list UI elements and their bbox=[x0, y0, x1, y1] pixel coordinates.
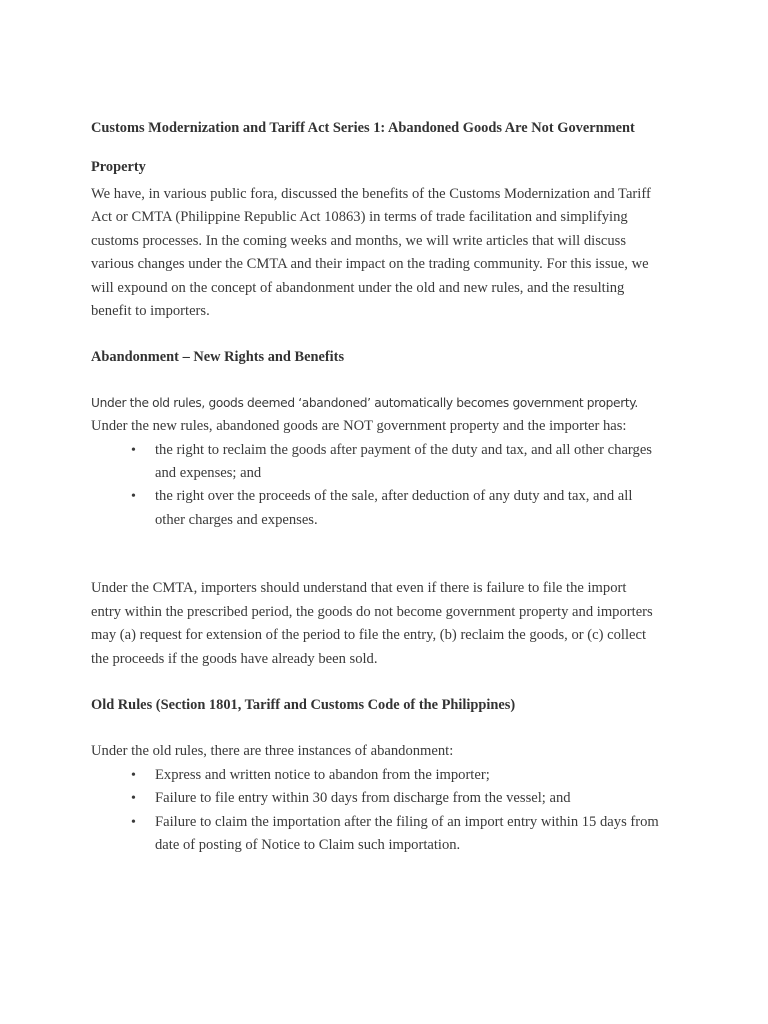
section-heading-old-rules: Old Rules (Section 1801, Tariff and Customs Code of the Philippines) bbox=[91, 696, 516, 713]
list-item bbox=[91, 787, 691, 810]
list-item-line: and expenses; and bbox=[155, 465, 262, 482]
list-item-line: the right to reclaim the goods after payment of the duty and tax, and all other charges bbox=[155, 441, 652, 458]
list-item bbox=[91, 439, 691, 486]
new-rules-line: Under the new rules, abandoned goods are NOT government property and the importer has: bbox=[91, 418, 627, 435]
list-item-line: Failure to claim the importation after the filing of an import entry within 15 days from bbox=[155, 813, 659, 830]
list-item-line: the right over the proceeds of the sale, after deduction of any duty and tax, and all bbox=[155, 488, 633, 505]
intro-line: will expound on the concept of abandonment under the old and new rules, and the resulting bbox=[91, 279, 625, 296]
bullet-icon: • bbox=[131, 814, 136, 830]
importer-rights-list bbox=[91, 439, 691, 533]
cmta-line: the proceeds if the goods have already been sold. bbox=[91, 650, 378, 667]
list-item-line: other charges and expenses. bbox=[155, 511, 318, 528]
list-item-line: date of posting of Notice to Claim such importation. bbox=[155, 836, 461, 853]
cmta-paragraph bbox=[91, 577, 691, 671]
cmta-line: may (a) request for extension of the period to file the entry, (b) reclaim the goods, or (c) collect bbox=[91, 627, 647, 644]
abandonment-instances-list bbox=[91, 764, 691, 858]
bullet-icon: • bbox=[131, 791, 136, 807]
list-item bbox=[91, 485, 691, 532]
list-item-line: Express and written notice to abandon from the importer; bbox=[155, 766, 490, 783]
bullet-icon: • bbox=[131, 442, 136, 458]
intro-line: benefit to importers. bbox=[91, 303, 210, 320]
intro-line: Act or CMTA (Philippine Republic Act 10863) in terms of trade facilitation and simplifying bbox=[91, 209, 628, 226]
bullet-icon: • bbox=[131, 489, 136, 505]
old-new-rules-paragraph bbox=[91, 392, 691, 439]
document-page bbox=[91, 117, 691, 857]
intro-line: We have, in various public fora, discussed the benefits of the Customs Modernization and Tariff bbox=[91, 186, 651, 202]
section-heading-abandonment: Abandonment – New Rights and Benefits bbox=[91, 349, 345, 366]
bullet-icon: • bbox=[131, 767, 136, 783]
cmta-line: Under the CMTA, importers should understand that even if there is failure to file the import bbox=[91, 580, 627, 597]
article-title-line-1: Customs Modernization and Tariff Act Series 1: Abandoned Goods Are Not Government bbox=[91, 120, 635, 136]
article-title bbox=[91, 117, 691, 179]
intro-line: customs processes. In the coming weeks and months, we will write articles that will discuss bbox=[91, 232, 627, 249]
article-title-line-2: Property bbox=[91, 158, 146, 175]
list-item bbox=[91, 811, 691, 858]
list-item bbox=[91, 764, 691, 787]
list-item-line: Failure to file entry within 30 days from discharge from the vessel; and bbox=[155, 790, 571, 807]
intro-line: various changes under the CMTA and their impact on the trading community. For this issue, we bbox=[91, 256, 649, 273]
cmta-line: entry within the prescribed period, the goods do not become government property and importers bbox=[91, 603, 653, 620]
old-rules-line: Under the old rules, goods deemed ‘abandoned’ automatically becomes government property. bbox=[91, 395, 638, 410]
three-instances-paragraph: Under the old rules, there are three instances of abandonment: bbox=[91, 743, 454, 760]
intro-paragraph bbox=[91, 183, 691, 323]
